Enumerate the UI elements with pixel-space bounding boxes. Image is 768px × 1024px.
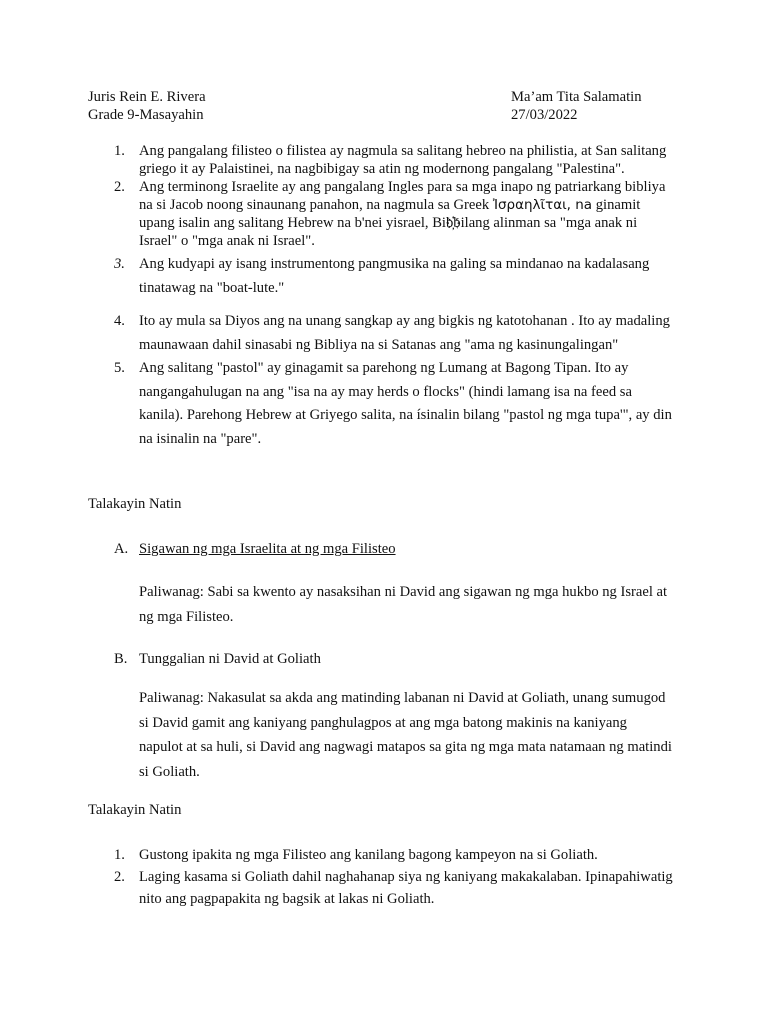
- item-text-greek: Ἰσραηλῖται, na: [492, 197, 593, 213]
- item-number: 2.: [114, 869, 125, 885]
- student-section: Grade 9-Masayahin: [88, 107, 204, 123]
- item-text: Ang pangalang filisteo o filistea ay nagmula sa salitang hebreo na philistia, at San salitang griego it ay Palaistinei, na nagbibigay sa atin ng modernong pangalang "Palestina".: [139, 143, 667, 177]
- list-item: [114, 310, 674, 357]
- list-item: [114, 253, 674, 300]
- section-heading: Talakayin Natin: [88, 496, 182, 512]
- item-text: Gustong ipakita ng mga Filisteo ang kanilang bagong kampeyon na si Goliath.: [139, 847, 598, 863]
- item-text: Ang kudyapi ay isang instrumentong pangmusika na galing sa mindanao na kadalasang tinatawag na "boat-lute.": [139, 256, 650, 296]
- explanation-paragraph: Paliwanag: Nakasulat sa akda ang matinding labanan ni David at Goliath, unang sumugod si David gamit ang kaniyang panghulagpos at ang mga batong makinis na kaniyang napulot at sa huli, si David ang nagwagi matapos sa gita ng mga mata natamaan ng matindi si Goliath.: [139, 690, 672, 780]
- item-number: 1.: [114, 143, 125, 159]
- answers-list: [114, 142, 674, 451]
- item-text: Laging kasama si Goliath dahil naghahanap siya ng kaniyang makakalaban. Ipinapahiwatig nito ang pagpapakita ng bagsik at lakas ni Goliath.: [139, 869, 673, 907]
- discussion-list: [114, 846, 674, 910]
- list-item: [114, 357, 674, 451]
- list-item: [114, 846, 674, 864]
- sub-item-letter: A.: [114, 541, 129, 557]
- item-number: 2.: [114, 179, 125, 195]
- item-number: 5.: [114, 360, 125, 376]
- item-text-part-b: ginamit upang isalin ang salitang Hebrew na b'nei yisrael, Bib҉bilang alinman sa "mga anak ni Israel" o "mga anak ni Israel".: [139, 197, 641, 249]
- item-number: 1.: [114, 847, 125, 863]
- student-name: Juris Rein E. Rivera: [88, 89, 206, 105]
- date: 27/03/2022: [511, 107, 578, 123]
- item-text-part-a: Ang terminong Israelite ay ang pangalang Ingles para sa mga inapo ng patriarkang bibliya na si Jacob noong sinaunang panahon, na nagmula sa Greek: [139, 179, 666, 213]
- item-number: 3.: [114, 256, 125, 272]
- list-item: [114, 178, 674, 250]
- sub-item-title: Sigawan ng mga Israelita at ng mga Filisteo: [139, 541, 396, 557]
- teacher-name: Ma’am Tita Salamatin: [511, 89, 642, 105]
- list-item: [114, 142, 674, 178]
- item-number: 4.: [114, 313, 125, 329]
- explanation-paragraph: Paliwanag: Sabi sa kwento ay nasaksihan ni David ang sigawan ng mga hukbo ng Israel at ng mga Filisteo.: [139, 584, 668, 625]
- item-text: Ito ay mula sa Diyos ang na unang sangkap ay ang bigkis ng katotohanan . Ito ay madaling maunawaan dahil sinasabi ng Bibliya na si Satanas ang "ama ng kasinungalingan": [139, 313, 670, 353]
- sub-item-title: Tunggalian ni David at Goliath: [139, 651, 321, 667]
- item-text: Ang salitang "pastol" ay ginagamit sa parehong ng Lumang at Bagong Tipan. Ito ay nangangahulugan na ang "isa na ay may herds o flocks" (hindi lamang isa na feed sa kanila). Parehong Hebrew at Griyego salita, na ísinalin bilang "pastol ng mga tupa'", ay din na isinalin na "pare".: [139, 360, 672, 447]
- list-item: [114, 866, 674, 910]
- sub-item-letter: B.: [114, 651, 128, 667]
- section-heading: Talakayin Natin: [88, 802, 182, 818]
